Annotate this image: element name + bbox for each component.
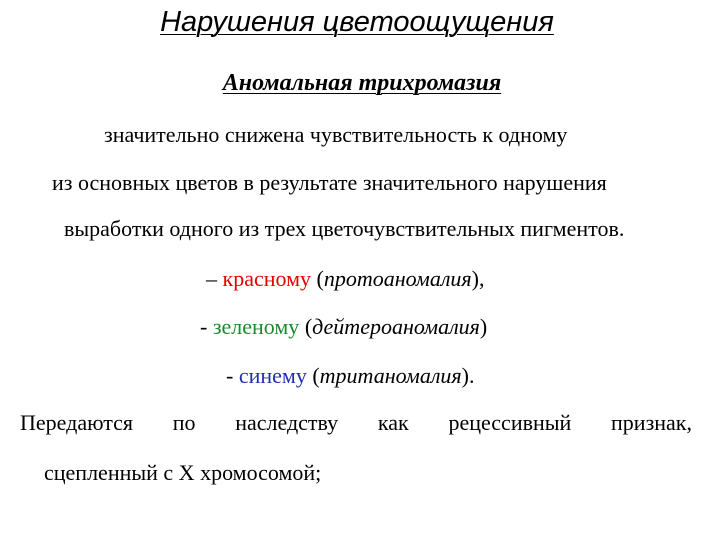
item-prefix: - bbox=[200, 314, 213, 339]
inheritance-word: рецессивный bbox=[448, 410, 572, 435]
inheritance-word: Передаются bbox=[20, 410, 133, 435]
color-word-blue: синему bbox=[238, 363, 307, 388]
paragraph-line-3: выработки одного из трех цветочувствительных пигментов. bbox=[64, 216, 625, 241]
item-close-paren: ) bbox=[479, 314, 488, 339]
inheritance-word: признак, bbox=[611, 410, 692, 435]
item-close-paren: ), bbox=[471, 266, 485, 291]
inheritance-line-2: сцепленный с Х хромосомой; bbox=[44, 460, 322, 485]
item-open-paren: ( bbox=[299, 314, 313, 339]
section-subtitle-text: Аномальная трихромазия bbox=[222, 70, 502, 96]
paragraph-line-1: значительно снижена чувствительность к одному bbox=[104, 122, 568, 147]
inheritance-word: по bbox=[172, 410, 196, 435]
paragraph-line-2: из основных цветов в результате значительного нарушения bbox=[52, 170, 607, 195]
item-close-paren: ). bbox=[461, 363, 475, 388]
page-title bbox=[0, 6, 720, 39]
term-tritanomaly: тританомалия bbox=[319, 363, 462, 388]
item-open-paren: ( bbox=[306, 363, 320, 388]
item-tritanomaly bbox=[226, 363, 474, 389]
item-prefix: - bbox=[226, 363, 239, 388]
section-subtitle bbox=[0, 70, 720, 97]
inheritance-line-1 bbox=[20, 410, 692, 436]
color-word-green: зеленому bbox=[212, 314, 300, 339]
term-protanomaly: протоаномалия bbox=[323, 266, 472, 291]
item-deuteranomaly bbox=[200, 314, 487, 340]
item-prefix: – bbox=[206, 266, 223, 291]
item-open-paren: ( bbox=[311, 266, 324, 291]
inheritance-word: как bbox=[377, 410, 409, 435]
term-deuteranomaly: дейтероаномалия bbox=[312, 314, 480, 339]
item-protanomaly bbox=[206, 266, 484, 292]
inheritance-word: наследству bbox=[235, 410, 339, 435]
color-word-red: красному bbox=[222, 266, 311, 291]
page-title-text: Нарушения цветоощущения bbox=[160, 6, 554, 38]
